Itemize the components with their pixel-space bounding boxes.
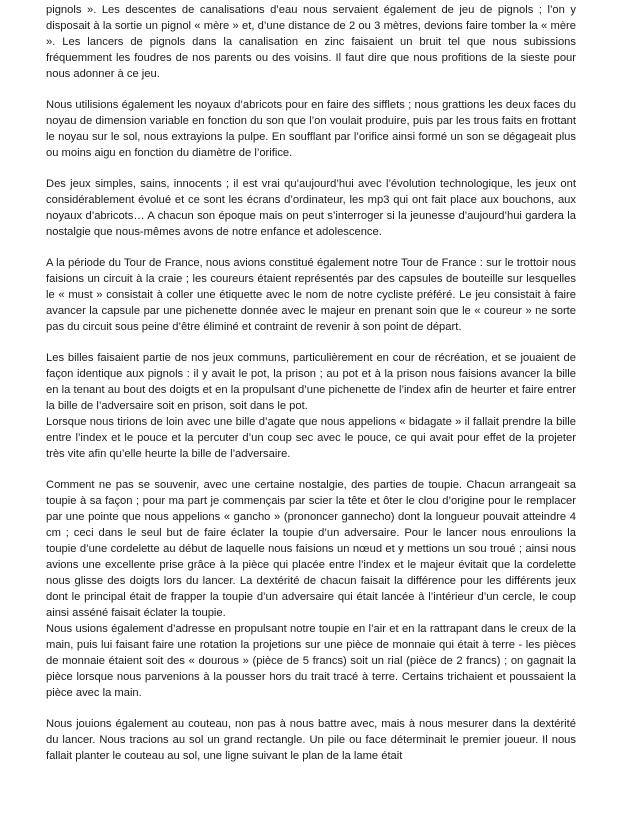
paragraph-toupie-adresse: Nous usions également d’adresse en propulsant notre toupie en l’air et en la rattrapant dans le creux de la main, puis lui faisant faire une rotation la projetions sur une pièce de monnaie qui était à terre - les pièces de monnaie étaient soit des « dourous » (pièce de 5 francs) soit un rial (pièce de 2 francs) ; on gagnait la pièce lorsque nous parvenions à la pousser hors du trait tracé à terre. Certains trichaient et poussaient la pièce avec la main. <box>46 623 576 699</box>
paragraph-toupie: Comment ne pas se souvenir, avec une certaine nostalgie, des parties de toupie. Chacun arrangeait sa toupie à sa façon ; pour ma part je commençais par scier la tête et ôter le clou d’origine pour le remplacer par une pointe que nous appelions « gancho » (prononcer gannecho) dont la longueur pouvait atteindre 4 cm ; ceci dans le seul but de faire éclater la toupie d’un adversaire. Pour le lancer nous enroulions la toupie d’une cordelette au début de laquelle nous faisions un nœud et y mettions un sou troué ; ainsi nous avions une excellente prise grâce à la pièce qui placée entre l’index et le majeur évitait que la cordelette nous glisse des doigts lors du lancer. La dextérité de chacun faisait la différence pour les différents jeux dont le principal était de frapper la toupie d’un adversaire qui était lancée à l’intérieur d’un cercle, le coup ainsi asséné faisait éclater la toupie. <box>46 479 576 619</box>
paragraph-jeux-simples: Des jeux simples, sains, innocents ; il est vrai qu’aujourd’hui avec l’évolution technologique, les jeux ont considérablement évolué et ce sont les écrans d’ordinateur, les mp3 qui ont fait place aux bouchons, aux noyaux d’abricots… A chacun son époque mais on peut s’interroger si la jeunesse d’aujourd’hui gardera la nostalgie que nous-mêmes avons de notre enfance et adolescence. <box>46 178 576 238</box>
paragraph-couteau: Nous jouions également au couteau, non pas à nous battre avec, mais à nous mesurer dans la dextérité du lancer. Nous tracions au sol un grand rectangle. Un pile ou face déterminait le premier joueur. Il nous fallait planter le couteau au sol, une ligne suivant le plan de la lame était <box>46 718 576 762</box>
paragraph-pignols-canalisations: pignols ». Les descentes de canalisations d’eau nous servaient également de jeu de pignols ; l’on y disposait à la sortie un pignol « mère » et, d’une distance de 2 ou 3 mètres, devions faire tomber la « mère ». Les lancers de pignols dans la canalisation en zinc faisaient un bruit tel que nous subissions fréquemment les foudres de nos parents ou des voisins. Il faut dire que nous profitions de la sieste pour nous adonner à ce jeu. <box>46 4 576 80</box>
paragraph-billes: Les billes faisaient partie de nos jeux communs, particulièrement en cour de récréation, et se jouaient de façon identique aux pignols : il y avait le pot, la prison ; au pot et à la prison nous faisions avancer la bille en la tenant au bout des doigts et en la propulsant d’une pichenette de l’index afin de heurter et faire entrer la bille de l’adversaire soit en prison, soit dans le pot. <box>46 352 576 412</box>
paragraph-noyaux-abricots: Nous utilisions également les noyaux d’abricots pour en faire des sifflets ; nous grattions les deux faces du noyau de dimension variable en fonction du son que l’on voulait produire, puis par les trous faits en frottant le noyau sur le sol, nous extrayions la pulpe. En soufflant par l’orifice ainsi formé un son se dégageait plus ou moins aigu en fonction du diamètre de l’orifice. <box>46 99 576 159</box>
paragraph-bidagate: Lorsque nous tirions de loin avec une bille d’agate que nous appelions « bidagate » il fallait prendre la bille entre l’index et le pouce et la percuter d’un coup sec avec le pouce, ce qui avait pour effet de la projeter très vite afin qu’elle heurte la bille de l’adversaire. <box>46 416 576 460</box>
document-body <box>46 2 576 764</box>
paragraph-tour-de-france: A la période du Tour de France, nous avions constitué également notre Tour de France : sur le trottoir nous faisions un circuit à la craie ; les coureurs étaient représentés par des capsules de bouteille sur lesquelles le « must » consistait à coller une étiquette avec le nom de notre cycliste préféré. Le jeu consistait à faire avancer la capsule par une pichenette donnée avec le majeur en prenant soin que le « coureur » ne sorte pas du circuit sous peine d’être éliminé et contraint de revenir à son point de départ. <box>46 257 576 333</box>
